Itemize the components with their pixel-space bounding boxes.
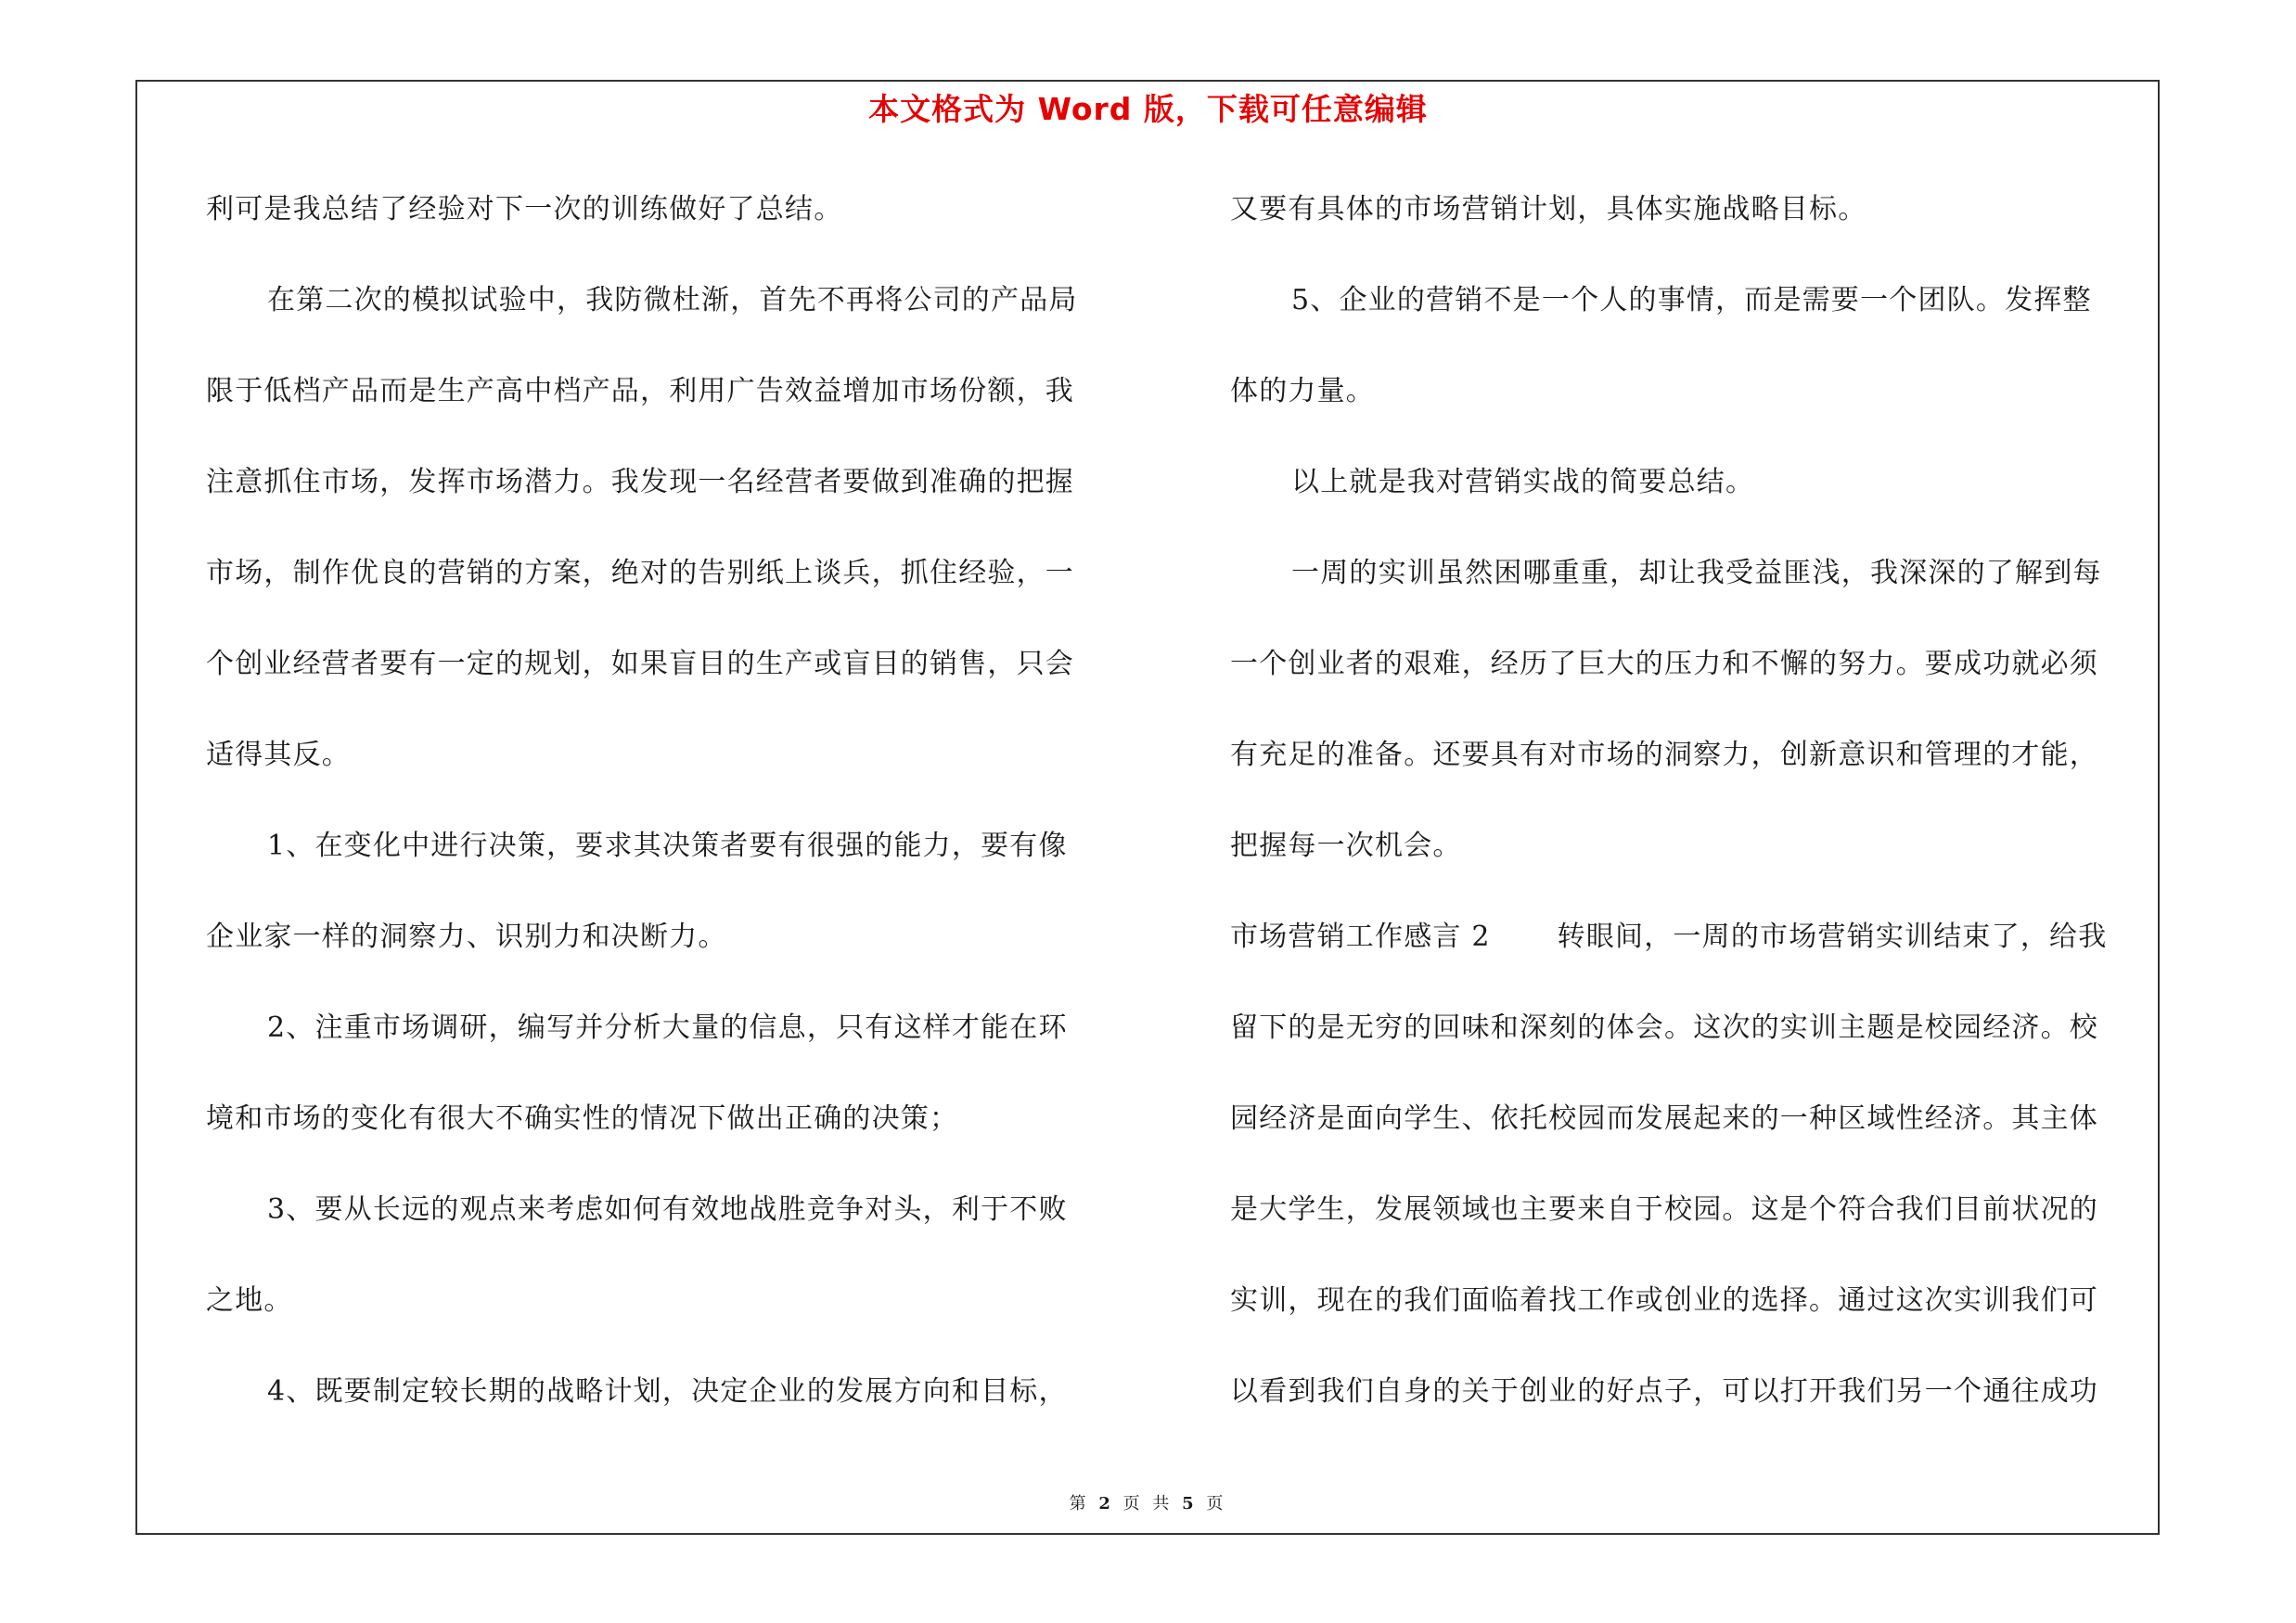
- list-item-line: 又要有具体的市场营销计划，具体实施战略目标。: [1230, 193, 1867, 225]
- footer-suffix: 页: [1206, 1494, 1227, 1514]
- paragraph-line: 以上就是我对营销实战的简要总结。: [1291, 466, 1755, 498]
- paragraph-line: 市场，制作优良的营销的方案，绝对的告别纸上谈兵，抓住经验，一: [206, 557, 1074, 589]
- list-item-line: 境和市场的变化有很大不确实性的情况下做出正确的决策；: [206, 1102, 959, 1135]
- total-page-count: 5: [1182, 1494, 1198, 1514]
- list-item-line: 之地。: [206, 1284, 293, 1317]
- paragraph-line: 适得其反。: [206, 739, 351, 771]
- paragraph-line: 园经济是面向学生、依托校园而发展起来的一种区域性经济。其主体: [1230, 1102, 2098, 1135]
- word-format-banner: 本文格式为 Word 版，下载可任意编辑: [868, 91, 1428, 127]
- page-footer: [0, 1490, 2296, 1514]
- paragraph-line: 把握每一次机会。: [1230, 830, 1462, 862]
- paragraph-line: 留下的是无穷的回味和深刻的体会。这次的实训主题是校园经济。校: [1230, 1011, 2098, 1044]
- list-item-line: 企业家一样的洞察力、识别力和决断力。: [206, 921, 727, 953]
- paragraph-line: 实训，现在的我们面临着找工作或创业的选择。通过这次实训我们可: [1230, 1284, 2098, 1317]
- list-item-line: 体的力量。: [1230, 375, 1375, 407]
- section-heading-line: [1230, 909, 2172, 1000]
- paragraph-line: 注意抓住市场，发挥市场潜力。我发现一名经营者要做到准确的把握: [206, 466, 1074, 498]
- paragraph-line: 是大学生，发展领域也主要来自于校园。这是个符合我们目前状况的: [1230, 1193, 2098, 1226]
- paragraph-line: 一个创业者的艰难，经历了巨大的压力和不懈的努力。要成功就必须: [1230, 648, 2098, 680]
- footer-mid: 页 共: [1122, 1494, 1174, 1514]
- list-item-line: 5、企业的营销不是一个人的事情，而是需要一个团队。发挥整: [1291, 284, 2092, 316]
- paragraph-line: 在第二次的模拟试验中，我防微杜渐，首先不再将公司的产品局: [267, 284, 1078, 316]
- footer-prefix: 第: [1069, 1494, 1090, 1514]
- paragraph-line: 一周的实训虽然困哪重重，却让我受益匪浅，我深深的了解到每: [1291, 557, 2102, 589]
- paragraph-text: 转眼间，一周的市场营销实训结束了，给我: [1557, 921, 2108, 953]
- paragraph-line: 以看到我们自身的关于创业的好点子，可以打开我们另一个通往成功: [1230, 1375, 2098, 1408]
- list-item-line: 2、注重市场调研，编写并分析大量的信息，只有这样才能在环: [267, 1011, 1068, 1044]
- list-item-line: 4、既要制定较长期的战略计划，决定企业的发展方向和目标，: [267, 1375, 1068, 1408]
- paragraph-line: 限于低档产品而是生产高中档产品，利用广告效益增加市场份额，我: [206, 375, 1074, 407]
- paragraph-line: 有充足的准备。还要具有对市场的洞察力，创新意识和管理的才能，: [1230, 739, 2098, 771]
- section-heading: 市场营销工作感言 2: [1230, 921, 1491, 953]
- right-column: [1230, 182, 2172, 1455]
- paragraph-line: 利可是我总结了经验对下一次的训练做好了总结。: [206, 193, 843, 225]
- left-column: [206, 182, 1134, 1455]
- list-item-line: 3、要从长远的观点来考虑如何有效地战胜竞争对头，利于不败: [267, 1193, 1068, 1226]
- list-item-line: 1、在变化中进行决策，要求其决策者要有很强的能力，要有像: [267, 830, 1068, 862]
- current-page-number: 2: [1098, 1494, 1114, 1514]
- paragraph-line: 个创业经营者要有一定的规划，如果盲目的生产或盲目的销售，只会: [206, 648, 1074, 680]
